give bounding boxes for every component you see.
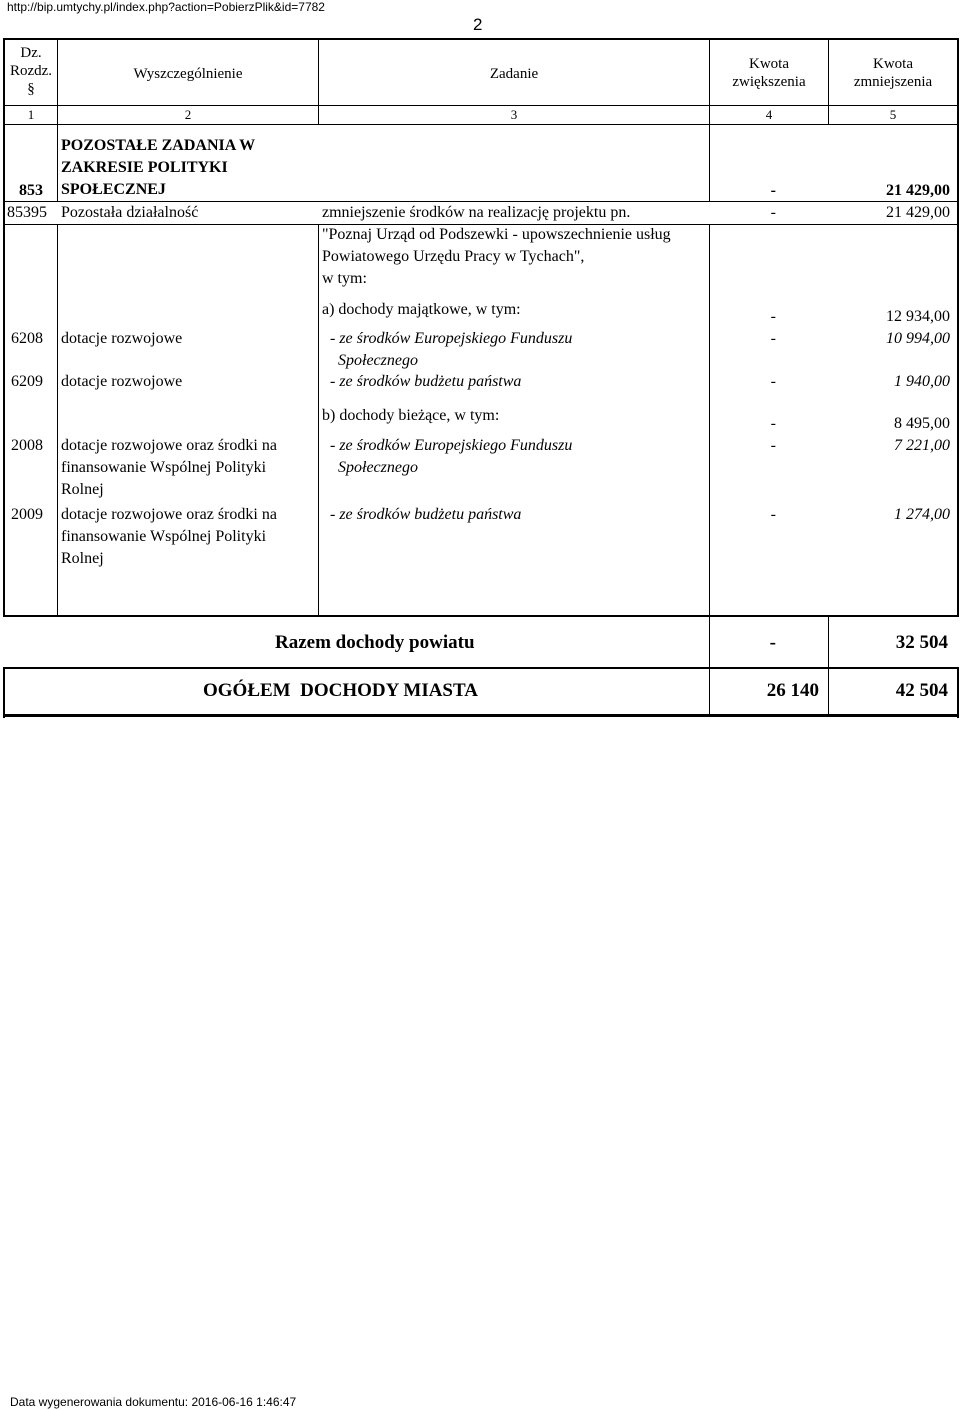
razem-label: Razem dochody powiatu	[275, 632, 475, 653]
group-a-increase: -	[770, 308, 776, 325]
generation-date: Data wygenerowania dokumentu: 2016-06-16 1:46:47	[10, 1395, 297, 1409]
row-6208-task-line1: - ze środków Europejskiego Funduszu	[330, 330, 573, 347]
row-2008-task-line2: Społecznego	[338, 459, 418, 476]
header-col5-line2: zmniejszenia	[853, 74, 933, 90]
chapter-name: Pozostała działalność	[61, 204, 199, 221]
row-6208-code: 6208	[11, 330, 43, 347]
header-col4-line2: zwiększenia	[732, 74, 806, 90]
row-2008-name-line3: Rolnej	[61, 481, 104, 498]
group-b-increase: -	[770, 415, 776, 432]
document-url: http://bip.umtychy.pl/index.php?action=PobierzPlik&id=7782	[7, 0, 325, 14]
group-a-decrease: 12 934,00	[886, 308, 950, 325]
col-number-4: 4	[765, 107, 773, 122]
group-a-label: a) dochody majątkowe, w tym:	[322, 301, 521, 318]
row-2008-task-line1: - ze środków Europejskiego Funduszu	[330, 437, 573, 454]
header-col1	[5, 44, 57, 98]
col-number-3: 3	[510, 107, 518, 122]
header-col1-line1: Dz.	[20, 45, 42, 61]
row-2008-name-line1: dotacje rozwojowe oraz środki na	[61, 437, 277, 454]
chapter-task-line1: zmniejszenie środków na realizację projektu pn.	[322, 204, 631, 221]
group-b-label: b) dochody bieżące, w tym:	[322, 407, 500, 424]
row-6208-task-line2: Społecznego	[338, 352, 418, 369]
ogolem-increase: 26 140	[766, 680, 819, 701]
row-2008-task	[330, 435, 572, 479]
section-code: 853	[19, 182, 43, 199]
chapter-task	[322, 202, 671, 290]
row-2009-name	[61, 504, 277, 570]
row-2009-name-line3: Rolnej	[61, 550, 104, 567]
header-col2: Wyszczególnienie	[133, 66, 243, 82]
row-2009-code: 2009	[11, 506, 43, 523]
row-6209-code: 6209	[11, 373, 43, 390]
section-title-line3: SPOŁECZNEJ	[61, 181, 166, 198]
row-2009-increase: -	[770, 506, 776, 523]
row-2009-name-line2: finansowanie Wspólnej Polityki	[61, 528, 267, 545]
row-6208-task	[330, 328, 572, 372]
razem-increase: -	[769, 632, 776, 653]
chapter-decrease: 21 429,00	[886, 204, 950, 221]
row-6208-increase: -	[770, 330, 776, 347]
header-col3: Zadanie	[489, 66, 539, 82]
row-2008-name-line2: finansowanie Wspólnej Polityki	[61, 459, 267, 476]
ogolem-label: OGÓŁEM DOCHODY MIASTA	[203, 680, 478, 701]
row-2008-decrease: 7 221,00	[894, 437, 950, 454]
row-2009-decrease: 1 274,00	[894, 506, 950, 523]
col-number-2: 2	[184, 107, 192, 122]
razem-decrease: 32 504	[895, 632, 948, 653]
section-increase: -	[770, 182, 776, 199]
header-col1-line3: §	[27, 81, 35, 97]
row-6208-decrease: 10 994,00	[886, 330, 950, 347]
row-6209-decrease: 1 940,00	[894, 373, 950, 390]
row-6208-name: dotacje rozwojowe	[61, 330, 183, 347]
chapter-task-line3: Powiatowego Urzędu Pracy w Tychach",	[322, 248, 585, 265]
group-b-decrease: 8 495,00	[894, 415, 950, 432]
row-6209-increase: -	[770, 373, 776, 390]
page-number: 2	[473, 15, 483, 34]
header-col1-line2: Rozdz.	[9, 63, 53, 79]
section-title-line1: POZOSTAŁE ZADANIA W	[61, 137, 256, 154]
row-6209-name: dotacje rozwojowe	[61, 373, 183, 390]
row-2008-code: 2008	[11, 437, 43, 454]
chapter-task-line4: w tym:	[322, 270, 367, 287]
section-decrease: 21 429,00	[886, 182, 950, 199]
chapter-increase: -	[770, 204, 776, 221]
header-col4-line1: Kwota	[749, 56, 789, 72]
col-number-5: 5	[889, 107, 897, 122]
row-2008-name	[61, 435, 277, 501]
header-col4	[710, 55, 828, 91]
header-col5	[829, 55, 957, 91]
header-col5-line1: Kwota	[873, 56, 913, 72]
col-number-1: 1	[27, 107, 35, 122]
row-2008-increase: -	[770, 437, 776, 454]
chapter-code: 85395	[7, 204, 47, 221]
section-title	[61, 135, 255, 201]
row-6209-task: - ze środków budżetu państwa	[330, 373, 522, 390]
ogolem-decrease: 42 504	[895, 680, 948, 701]
section-title-line2: ZAKRESIE POLITYKI	[61, 159, 228, 176]
chapter-task-line2: "Poznaj Urząd od Podszewki - upowszechnienie usług	[322, 226, 671, 243]
row-2009-task: - ze środków budżetu państwa	[330, 506, 522, 523]
row-2009-name-line1: dotacje rozwojowe oraz środki na	[61, 506, 277, 523]
